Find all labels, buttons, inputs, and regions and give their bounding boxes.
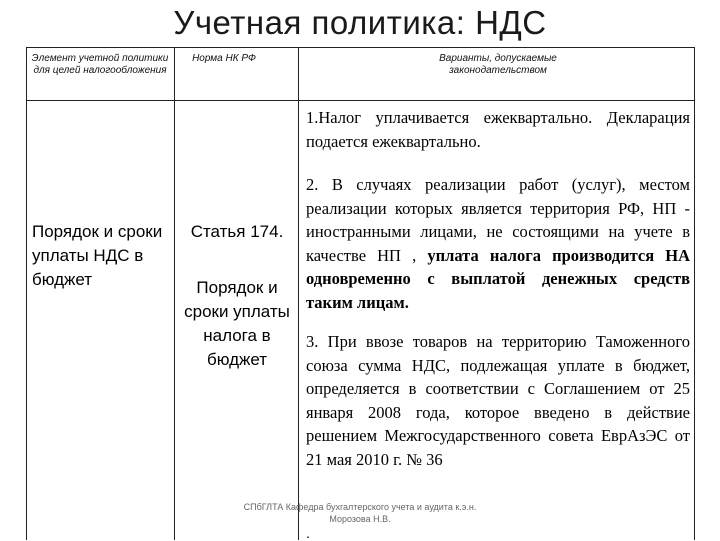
table-right-border	[694, 47, 695, 540]
element-cell: Порядок и сроки уплаты НДС в бюджет	[32, 222, 163, 289]
column-divider-2	[298, 47, 299, 540]
variants-cell	[306, 106, 690, 471]
norm-article: Статья 174.	[190, 222, 284, 241]
table-top-border	[26, 47, 694, 48]
column-divider-1	[174, 47, 175, 540]
slide-title: Учетная политика: НДС	[173, 4, 547, 41]
footer-caption: СПбГЛТА Кафедра бухгалтерского учета и аудита к.э.н. Морозова Н.В.	[243, 502, 477, 524]
header-element: Элемент учетной политики для целей налогообложения	[31, 53, 169, 76]
variant-1: 1.Налог уплачивается ежеквартально. Декларация подается ежеквартально.	[306, 108, 690, 151]
trailing-mark: .	[306, 525, 310, 541]
norm-description: Порядок и сроки уплаты налога в бюджет	[184, 278, 290, 369]
variant-2-text: 2. В случаях реализации работ (услуг), местом реализации которых является территория РФ, НП - иностранными лицами, не состоящими на учете в качестве НП ,	[306, 175, 690, 265]
header-bottom-border	[26, 100, 694, 101]
header-variants: Варианты, допускаемые законодательством	[439, 53, 557, 76]
norm-cell	[176, 220, 298, 372]
variant-2	[306, 173, 690, 314]
header-norm: Норма НК РФ	[192, 53, 256, 64]
variant-3: 3. При ввозе товаров на территорию Таможенного союза сумма НДС, подлежащая уплате в бюджет, определяется в соответствии с Соглашением от 25 января 2008 года, которое введено в действие решением Межгосударственного совета ЕврАзЭС от 21 мая 2010 г. № 36	[306, 332, 690, 469]
table-left-border	[26, 47, 27, 540]
variant-2-bold-text: уплата налога производится НА одновременно с выплатой денежных средств таким лицам.	[306, 245, 690, 312]
